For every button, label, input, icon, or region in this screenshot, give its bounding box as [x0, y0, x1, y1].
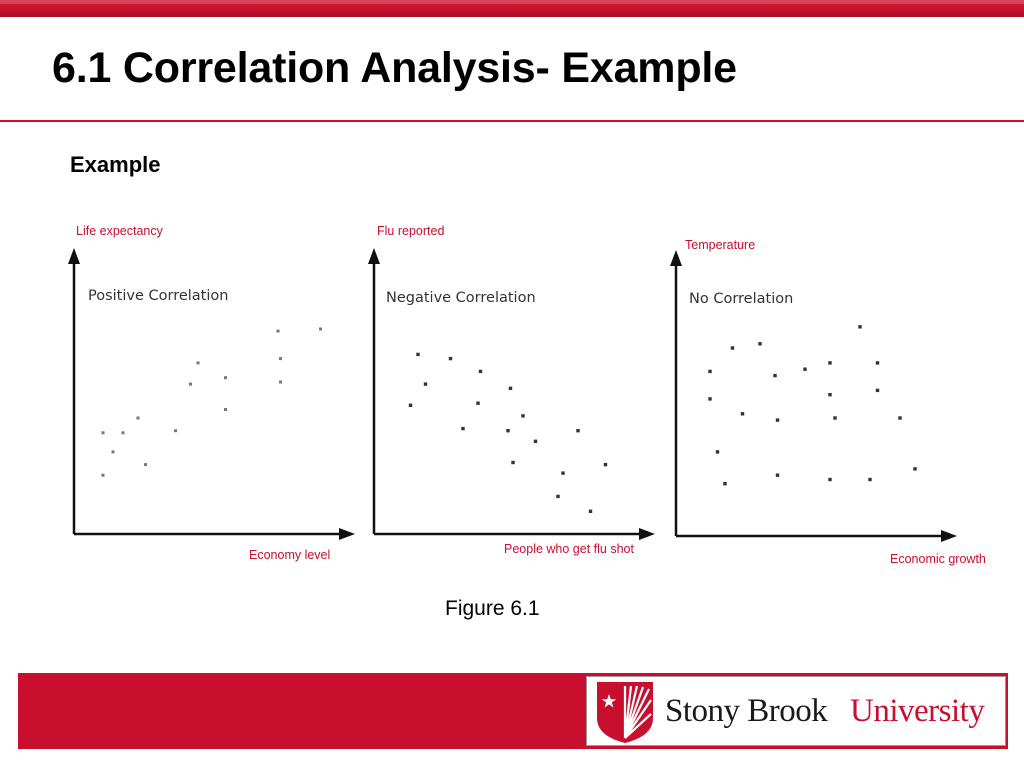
data-point — [604, 463, 607, 466]
data-point — [776, 418, 779, 421]
figure-caption: Figure 6.1 — [445, 597, 540, 620]
data-point — [708, 370, 711, 373]
top-banner-highlight — [0, 0, 1024, 4]
x-axis-arrowhead — [941, 530, 957, 542]
data-point — [898, 416, 901, 419]
data-point — [521, 414, 524, 417]
scatter-plot — [664, 222, 964, 552]
scatter-plot — [62, 222, 362, 552]
data-point — [476, 402, 479, 405]
chart-title: Positive Correlation — [88, 288, 229, 304]
negative-correlation-panel — [362, 222, 662, 567]
data-point — [279, 357, 282, 360]
chart-title: Negative Correlation — [386, 290, 536, 306]
x-axis-arrowhead — [339, 528, 355, 540]
y-axis-arrowhead — [670, 250, 682, 266]
data-point — [576, 429, 579, 432]
y-axis-label: Flu reported — [377, 224, 445, 238]
y-axis-arrowhead — [368, 248, 380, 264]
data-point — [511, 461, 514, 464]
data-point — [112, 450, 115, 453]
x-axis-arrowhead — [639, 528, 655, 540]
data-point — [137, 417, 140, 420]
data-point — [731, 346, 734, 349]
x-axis-label: Economy level — [249, 548, 331, 562]
data-point — [416, 353, 419, 356]
scatter-plot — [362, 222, 662, 552]
data-point — [409, 404, 412, 407]
data-point — [858, 325, 861, 328]
no-correlation-panel — [664, 222, 1004, 567]
x-axis-label: Economic growth — [890, 552, 986, 566]
y-axis-label: Temperature — [685, 238, 756, 252]
data-point — [102, 474, 105, 477]
x-axis-label: People who get flu shot — [504, 542, 634, 556]
data-point — [828, 478, 831, 481]
y-axis-arrowhead — [68, 248, 80, 264]
data-point — [803, 368, 806, 371]
data-points — [708, 325, 916, 485]
data-point — [424, 382, 427, 385]
data-point — [144, 463, 147, 466]
data-point — [461, 427, 464, 430]
data-point — [197, 361, 200, 364]
data-point — [479, 370, 482, 373]
university-logo — [586, 676, 1006, 746]
data-point — [773, 374, 776, 377]
data-point — [716, 450, 719, 453]
data-point — [828, 361, 831, 364]
data-point — [833, 416, 836, 419]
data-point — [224, 408, 227, 411]
title-divider — [0, 120, 1024, 122]
data-points — [102, 328, 323, 477]
data-point — [189, 383, 192, 386]
university-shield-icon — [595, 680, 655, 744]
data-point — [723, 482, 726, 485]
data-point — [868, 478, 871, 481]
data-point — [708, 397, 711, 400]
data-point — [102, 431, 105, 434]
positive-correlation-panel — [62, 222, 362, 567]
data-point — [277, 330, 280, 333]
data-point — [319, 328, 322, 331]
top-banner — [0, 0, 1024, 17]
logo-text-university: University — [850, 693, 985, 729]
logo-text-stony-brook: Stony Brook — [665, 693, 828, 729]
data-point — [828, 393, 831, 396]
data-point — [122, 431, 125, 434]
section-heading: Example — [70, 152, 161, 177]
data-point — [174, 429, 177, 432]
data-point — [758, 342, 761, 345]
data-point — [876, 389, 879, 392]
data-point — [561, 471, 564, 474]
data-points — [409, 353, 607, 513]
data-point — [509, 387, 512, 390]
data-point — [589, 510, 592, 513]
y-axis-label: Life expectancy — [76, 224, 163, 238]
data-point — [741, 412, 744, 415]
data-point — [534, 440, 537, 443]
chart-title: No Correlation — [689, 291, 794, 307]
data-point — [556, 495, 559, 498]
data-point — [776, 474, 779, 477]
data-point — [913, 467, 916, 470]
data-point — [506, 429, 509, 432]
data-point — [279, 381, 282, 384]
slide-title: 6.1 Correlation Analysis- Example — [52, 44, 737, 92]
data-point — [876, 361, 879, 364]
data-point — [224, 376, 227, 379]
data-point — [449, 357, 452, 360]
